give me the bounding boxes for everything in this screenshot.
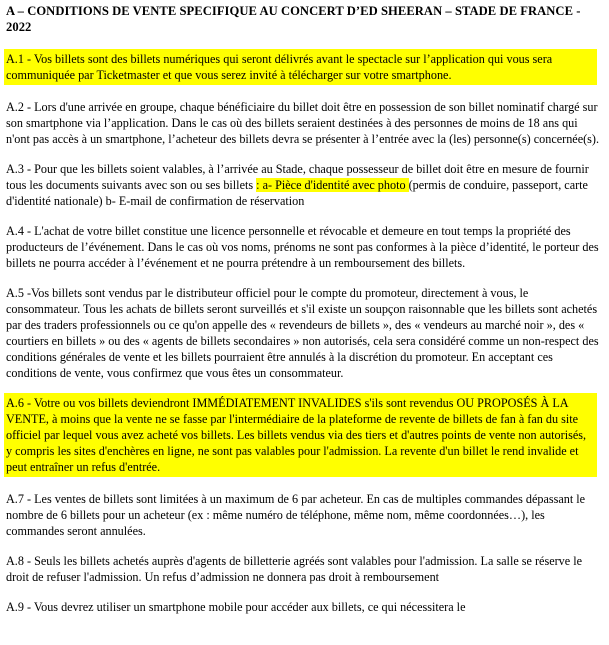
document-title: A – CONDITIONS DE VENTE SPECIFIQUE AU CONCERT D’ED SHEERAN – STADE DE FRANCE - 2022 (6, 4, 581, 34)
paragraph-a4: A.4 - L'achat de votre billet constitue une licence personnelle et révocable et demeure en tout temps la propriété des producteurs de l’événement. Dans le cas où vos noms, prénoms ne sont pas conformes à la pièce d’identité, le porteur des billets ne pourra accéder à l’événement et ne pourra prétendre à un remboursement des billets. (6, 224, 599, 270)
paragraph-a1: A.1 - Vos billets sont des billets numériques qui seront délivrés avant le spectacle sur l’application qui vous sera communiquée par Ticketmaster et que vous serez invité à télécharger sur votre smartphone. (4, 49, 597, 85)
paragraph-a8: A.8 - Seuls les billets achetés auprès d'agents de billetterie agréés sont valables pour l'admission. La salle se réserve le droit de refuser l'admission. Un refus d’admission ne donnera pas droit à remboursement (6, 554, 583, 584)
paragraph-a5: A.5 -Vos billets sont vendus par le distributeur officiel pour le compte du promoteur, directement à vous, le consommateur. Tous les achats de billets seront surveillés et s'il existe un soupçon raisonnable que les billets sont achetés par des traders professionnels ou ce qu'on appelle des « revendeurs de billets », des « vendeurs au marché noir », des « courtiers en billets » ou des « agents de billets secondaires » non autorisés, cela sera considéré comme un non-respect des conditions générales de vente et les billets pourraient être annulés à la discrétion du promoteur. En acceptant ces conditions de vente, vous confirmez que vous êtes un consommateur. (6, 286, 599, 380)
paragraph-a7: A.7 - Les ventes de billets sont limitées à un maximum de 6 par acheteur. En cas de multiples commandes dépassant le nombre de 6 billets pour un acheteur (ex : même numéro de téléphone, même nom, même coordonnées…), les commandes seront annulées. (6, 492, 586, 538)
paragraph-a3 (6, 161, 604, 209)
paragraph-a3-text-before: A.3 - Pour que les billets soient valables, à l’arrivée au Stade, chaque possesseur de billet doit être en mesure de fournir tous les documents suivants avec son ou ses billets (6, 162, 589, 192)
paragraph-a3-text-after: (permis de conduire, passeport, carte d'identité nationale) b- E-mail de confirmation de réservation (6, 178, 588, 208)
paragraph-a9: A.9 - Vous devrez utiliser un smartphone mobile pour accéder aux billets, ce qui nécessitera le (6, 600, 466, 614)
document-page (6, 3, 604, 629)
paragraph-a3-highlight: : a- Pièce d'identité avec photo (256, 178, 409, 192)
paragraph-a2: A.2 - Lors d'une arrivée en groupe, chaque bénéficiaire du billet doit être en possession de son billet nominatif chargé sur son smartphone via l’application. Dans le cas où des billets seraient destinées à des personnes de moins de 18 ans qui n'ont pas accès à un smartphone, l’acheteur des billets devra se présenter à l’entrée avec la (les) personne(s) concernée(s). (6, 100, 600, 146)
paragraph-a6: A.6 - Votre ou vos billets deviendront IMMÉDIATEMENT INVALIDES s'ils sont revendus OU PROPOSÉS À LA VENTE, à moins que la vente ne se fasse par l'intermédiaire de la plateforme de revente de billets de fan à fan du site officiel par lequel vous avez acheté vos billets. Les billets vendus via des tiers et d'autres points de vente non autorisés, y compris les sites d'enchères en ligne, ne sont pas valables pour l'admission. La revente d'un billet le rend invalide et peut entraîner un refus d'entrée. (4, 393, 597, 477)
